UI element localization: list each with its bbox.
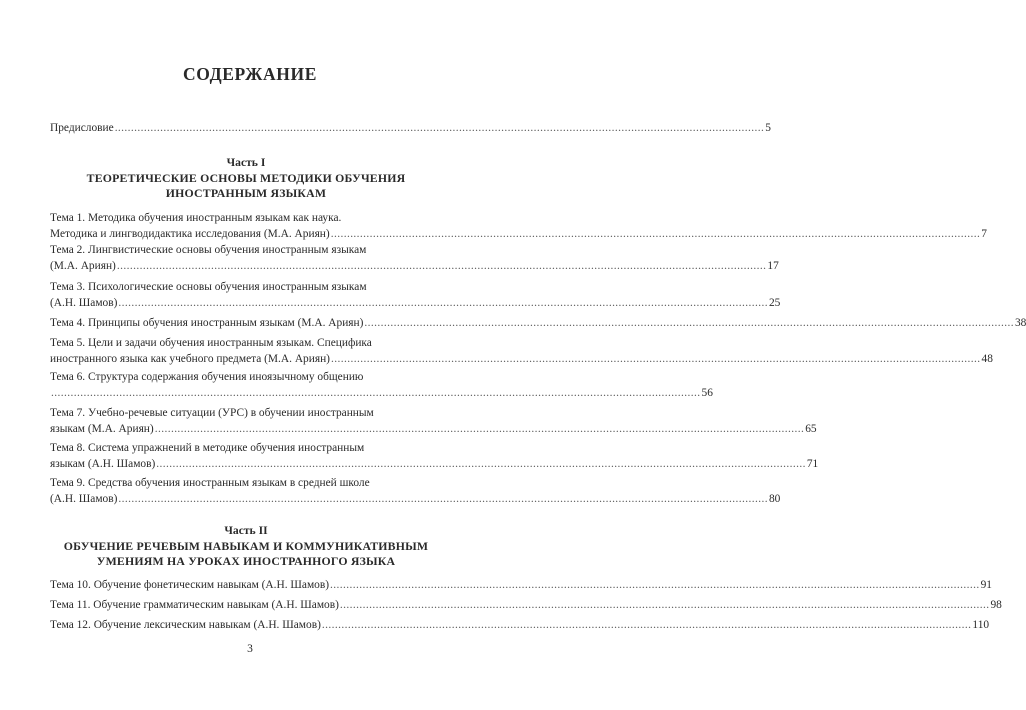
toc-entry-page: 38: [1014, 317, 1026, 329]
toc-entry-text: (М.А. Ариян): [50, 259, 116, 272]
leader-dots: ........................................................................................................................................................................................................: [51, 386, 701, 399]
toc-entry-topic-5[interactable]: [50, 336, 993, 367]
toc-entry-label: Предисловие: [50, 122, 114, 134]
toc-entry-text: Тема 12. Обучение лексическим навыкам (А.Н. Шамов): [50, 619, 321, 631]
toc-entry-text: языкам (М.А. Ариян): [50, 422, 154, 435]
leader-dots: ........................................................................................................................................................................................................: [330, 352, 981, 365]
toc-entry-page: 80: [768, 492, 781, 505]
toc-entry-page: 98: [990, 599, 1002, 611]
toc-entry-page: 7: [981, 227, 987, 240]
leader-dots: ........................................................................................................................................................................................................: [118, 296, 768, 309]
toc-entry-page: 25: [768, 296, 781, 309]
leader-dots: ........................................................................................................................................................................................................: [118, 492, 768, 505]
toc-entry-text: Тема 7. Учебно-речевые ситуации (УРС) в обучении иностранным: [50, 407, 374, 419]
leader-dots: ........................................................................................................................................................................................................: [339, 599, 990, 611]
leader-dots: ........................................................................................................................................................................................................: [330, 227, 981, 240]
toc-entry-text: Тема 8. Система упражнений в методике обучения иностранным: [50, 442, 365, 454]
toc-entry-topic-9[interactable]: [50, 476, 781, 507]
leader-dots: ........................................................................................................................................................................................................: [154, 422, 805, 435]
toc-entry-text: Тема 10. Обучение фонетическим навыкам (А.Н. Шамов): [50, 579, 330, 591]
toc-entry-page: 71: [806, 457, 819, 470]
toc-entry-page: 5: [765, 122, 771, 134]
toc-entry-text: Методика и лингводидактика исследования (М.А. Ариян): [50, 227, 330, 240]
page-title: СОДЕРЖАНИЕ: [182, 64, 317, 84]
toc-entry-text: Тема 9. Средства обучения иностранным языкам в средней школе: [50, 477, 370, 489]
toc-entry-text: Тема 1. Методика обучения иностранным языкам как наука.: [50, 212, 342, 224]
leader-dots: ........................................................................................................................................................................................................: [364, 317, 1014, 329]
toc-entry-text: Тема 2. Лингвистические основы обучения иностранным языкам: [50, 244, 367, 256]
toc-entry-topic-6[interactable]: [50, 370, 713, 401]
toc-entry-text: (А.Н. Шамов): [50, 492, 118, 505]
toc-entry-topic-4[interactable]: [50, 316, 1026, 332]
toc-entry-topic-2[interactable]: [50, 243, 779, 274]
toc-entry-page: 91: [980, 579, 992, 591]
toc-entry-text: Тема 3. Психологические основы обучения иностранным языкам: [50, 281, 367, 293]
part-title-line: ИНОСТРАННЫМ ЯЗЫКАМ: [165, 186, 327, 200]
toc-entry-page: 110: [972, 619, 990, 631]
part-title-line: УМЕНИЯМ НА УРОКАХ ИНОСТРАННОГО ЯЗЫКА: [96, 554, 396, 568]
toc-entry-text: Тема 11. Обучение грамматическим навыкам (А.Н. Шамов): [50, 599, 339, 611]
toc-entry-text: Тема 5. Цели и задачи обучения иностранным языкам. Специфика: [50, 337, 372, 349]
leader-dots: ........................................................................................................................................................................................................: [156, 457, 806, 470]
toc-entry-topic-11[interactable]: [50, 598, 1002, 614]
part-label: Часть I: [226, 156, 266, 169]
leader-dots: ........................................................................................................................................................................................................: [114, 122, 765, 134]
toc-entry-page: 48: [981, 352, 993, 365]
toc-entry-topic-1[interactable]: [50, 211, 987, 242]
part-title-line: ТЕОРЕТИЧЕСКИЕ ОСНОВЫ МЕТОДИКИ ОБУЧЕНИЯ: [86, 171, 406, 185]
toc-entry-text: (А.Н. Шамов): [50, 296, 118, 309]
toc-entry-text: Тема 6. Структура содержания обучения иноязычному общению: [50, 371, 364, 383]
toc-entry-page: 56: [701, 386, 713, 399]
toc-entry-topic-8[interactable]: [50, 441, 819, 472]
toc-entry-text: Тема 4. Принципы обучения иностранным языкам (М.А. Ариян): [50, 317, 364, 329]
leader-dots: ........................................................................................................................................................................................................: [116, 259, 767, 272]
leader-dots: ........................................................................................................................................................................................................: [321, 619, 972, 631]
part-title-line: ОБУЧЕНИЕ РЕЧЕВЫМ НАВЫКАМ И КОММУНИКАТИВНЫМ: [63, 539, 429, 553]
leader-dots: ........................................................................................................................................................................................................: [330, 579, 980, 591]
page-number: 3: [247, 643, 253, 655]
toc-entry-text: языкам (А.Н. Шамов): [50, 457, 156, 470]
toc-entry-topic-12[interactable]: [50, 618, 990, 634]
toc-entry-page: 65: [805, 422, 817, 435]
toc-entry-topic-7[interactable]: [50, 406, 817, 437]
toc-entry-text: иностранного языка как учебного предмета (М.А. Ариян): [50, 352, 330, 365]
part-label: Часть II: [224, 524, 268, 537]
toc-entry-topic-10[interactable]: [50, 578, 992, 594]
toc-entry-preface[interactable]: [50, 121, 771, 137]
toc-entry-topic-3[interactable]: [50, 280, 781, 311]
toc-entry-page: 17: [767, 259, 779, 272]
